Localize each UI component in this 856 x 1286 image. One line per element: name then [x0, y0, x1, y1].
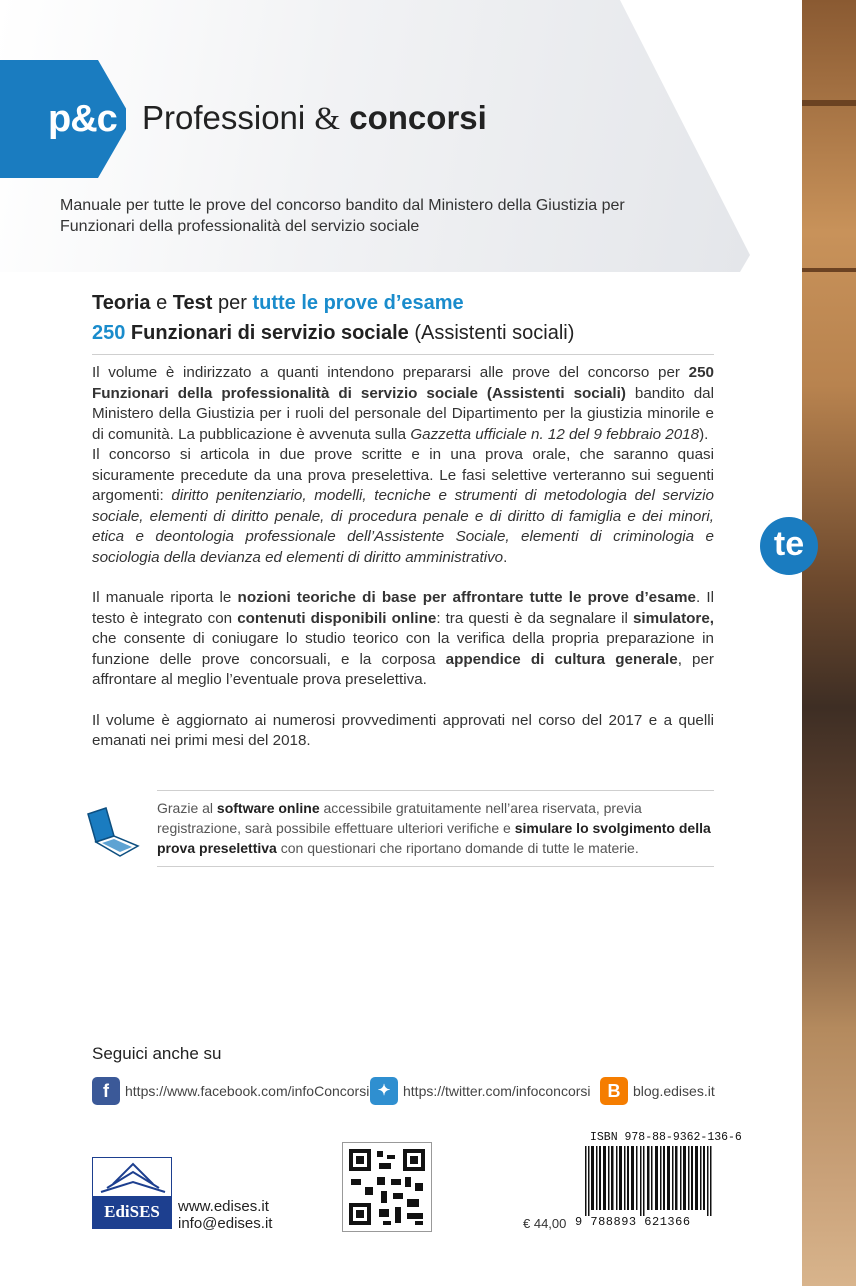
facebook-link[interactable] [92, 1076, 369, 1106]
publisher-contact [178, 1198, 272, 1232]
cover-photo-strip [802, 0, 856, 1286]
te-badge: te [760, 517, 818, 575]
blogger-icon: B [600, 1077, 628, 1105]
publisher-email[interactable]: info@edises.it [178, 1215, 273, 1232]
twitter-icon: ✦ [370, 1077, 398, 1105]
divider-note-bottom [157, 866, 714, 867]
facebook-icon: f [92, 1077, 120, 1105]
laptop-icon [84, 806, 142, 860]
twitter-url: https://twitter.com/infoconcorsi [403, 1083, 591, 1099]
series-name-part1: Professioni [142, 99, 306, 136]
paragraph-2: Il concorso si articola in due prove scritte e in una prova orale, che saranno quasi sicuramente precedute da una prova preselettiva. Le fasi selettive verteranno sui seguenti argomenti: diritto penitenziario, modelli, tecniche e strumenti di metodologia del servizio sociale, elementi di diritto penale, di procedura penale e di diritto di famiglia e dei minori, etica e deontologia professionale dell’Assistente Sociale, elementi di criminologia e sociologia della devianza ed elementi di diritto amministrativo. [92, 446, 714, 566]
blog-link[interactable] [600, 1076, 715, 1106]
series-amp: & [314, 101, 341, 137]
blog-url: blog.edises.it [633, 1083, 715, 1099]
paragraph-1: Il volume è indirizzato a quanti intendono prepararsi alle prove del concorso per 250 Funzionari della professionalità di servizio sociale (Assistenti sociali) bandito dal Ministero della Giustizia per i ruoli del personale del Dipartimento per la giustizia minorile e di comunità. La pubblicazione è avvenuta sulla Gazzetta ufficiale n. 12 del 9 febbraio 2018). [92, 364, 714, 443]
subtitle: Manuale per tutte le prove del concorso bandito dal Ministero della Giustizia per Funzionari della professionalità del servizio sociale [60, 197, 625, 235]
twitter-link[interactable] [370, 1076, 591, 1106]
isbn: ISBN 978-88-9362-136-6 [590, 1131, 742, 1144]
paragraph-3: Il manuale riporta le nozioni teoriche di base per affrontare tutte le prove d’esame. Il testo è integrato con contenuti disponibili online: tra questi è da segnalare il simulatore, che consente di coniugare lo studio teorico con la verifica della propria preparazione in funzione delle prove concorsuali, e la corposa appendice di cultura generale, per affrontare al meglio l’eventuale prova preselettiva. [92, 589, 714, 688]
software-note: Grazie al software online accessibile gratuitamente nell’area riservata, previa registrazione, sarà possibile effettuare ulteriori verifiche e simulare lo svolgimento della prova preselettiva con questionari che riportano domande di tutte le materie. [157, 800, 711, 856]
price: € 44,00 [523, 1216, 567, 1231]
series-logo: p&c [48, 98, 117, 140]
qr-code [342, 1142, 432, 1232]
publisher-logo: EdiSES [92, 1157, 172, 1229]
series-name-part2: concorsi [349, 99, 487, 136]
follow-label: Seguici anche su [92, 1044, 222, 1063]
headline: Teoria e Test per tutte le prove d’esame 250 Funzionari di servizio sociale (Assistenti sociali) [92, 292, 575, 344]
paragraph-4: Il volume è aggiornato ai numerosi provvedimenti approvati nel corso del 2017 e a quelli emanati nei primi mesi del 2018. [92, 711, 714, 749]
publisher-web[interactable]: www.edises.it [178, 1198, 269, 1215]
barcode [585, 1146, 713, 1216]
divider-note-top [157, 790, 714, 791]
book-icon [93, 1158, 171, 1196]
barcode-number: 9 788893 621366 [575, 1215, 691, 1229]
divider-top [92, 354, 714, 355]
description [92, 363, 714, 752]
series-name [142, 99, 487, 138]
facebook-url: https://www.facebook.com/infoConcorsi [125, 1083, 370, 1099]
